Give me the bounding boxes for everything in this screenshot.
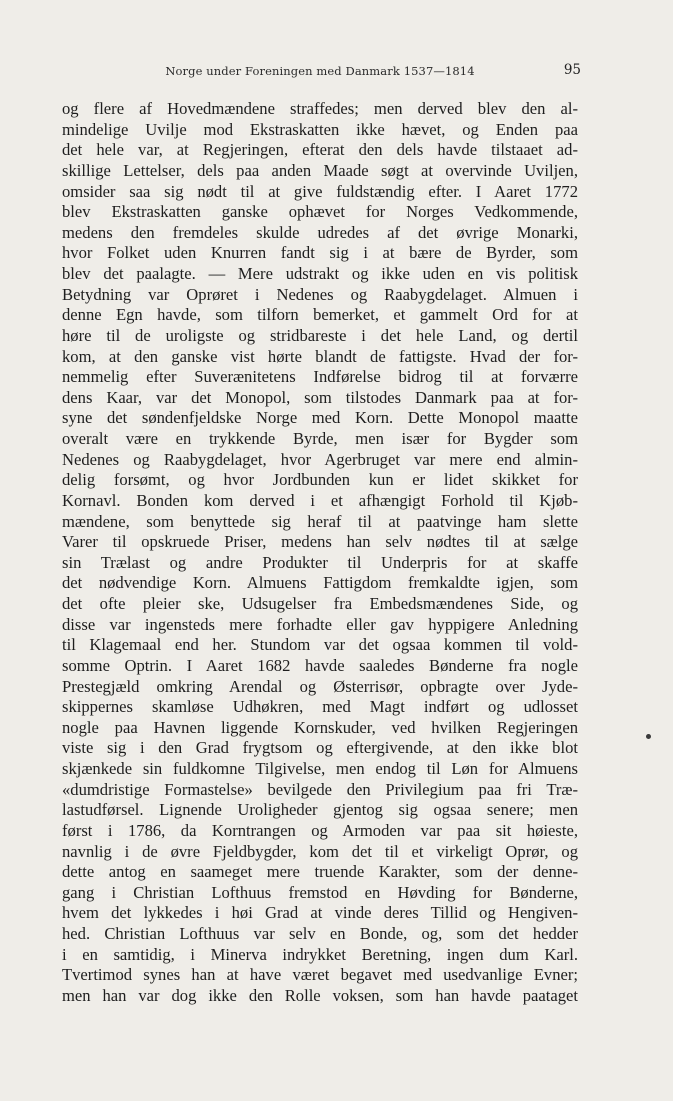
text-line: viste sig i den Grad frygtsom og eftergivende, at den ikke blot bbox=[62, 738, 578, 758]
page-number: 95 bbox=[563, 62, 581, 78]
text-line: mændene, som benyttede sig heraf til at paatvinge ham slette bbox=[62, 511, 578, 531]
text-line: medens den fremdeles skulde udredes af det øvrige Monarki, bbox=[62, 222, 578, 242]
text-line: syne det søndenfjeldske Norge med Korn. Dette Monopol maatte bbox=[62, 408, 578, 428]
text-line: dette antog en saameget mere truende Karakter, som der denne- bbox=[62, 862, 578, 882]
text-line: høre til de uroligste og stridbareste i det hele Land, og dertil bbox=[62, 325, 578, 345]
text-line: Varer til opskruede Priser, medens han selv nødtes til at sælge bbox=[62, 532, 578, 552]
text-line: Nedenes og Raabygdelaget, hvor Agerbruget var mere end almin- bbox=[62, 449, 578, 469]
text-line: blev det paalagte. — Mere udstrakt og ikke uden en vis politisk bbox=[62, 264, 578, 283]
text-line: lastudførsel. Lignende Uroligheder gjentog sig ogsaa senere; men bbox=[62, 800, 578, 820]
running-head: Norge under Foreningen med Danmark 1537—1814 bbox=[165, 64, 475, 78]
text-line: skjænkede sin fuldkomne Tilgivelse, men endog til Løn for Almuens bbox=[62, 759, 578, 778]
text-line: sin Trælast og andre Produkter til Underpris for at skaffe bbox=[62, 552, 578, 572]
text-line: blev Ekstraskatten ganske ophævet for Norges Vedkommende, bbox=[62, 202, 578, 222]
text-line: hed. Christian Lofthuus var selv en Bonde, og, som det hedder bbox=[62, 924, 578, 943]
text-line: delig forsømt, og hvor Jordbunden kun er lidet skikket for bbox=[62, 470, 578, 490]
text-line: mindelige Uvilje mod Ekstraskatten ikke hævet, og Enden paa bbox=[62, 119, 578, 139]
text-line: Prestegjæld omkring Arendal og Østerrisør, opbragte over Jyde- bbox=[62, 676, 578, 696]
text-line: Tvertimod synes han at have været begavet med usedvanlige Evner; bbox=[62, 965, 578, 985]
text-line: navnlig i de øvre Fjeldbygder, kom det til et virkeligt Oprør, og bbox=[62, 841, 578, 861]
text-line: det ofte pleier ske, Udsugelser fra Embedsmændenes Side, og bbox=[62, 594, 578, 613]
text-line: skippernes skamløse Udhøkren, med Magt indført og udlosset bbox=[62, 697, 578, 717]
text-line: gang i Christian Lofthuus fremstod en Høvding for Bønderne, bbox=[62, 882, 578, 902]
text-line: hvor Folket uden Knurren fandt sig i at bære de Byrder, som bbox=[62, 243, 578, 263]
page-header bbox=[62, 62, 581, 84]
text-line: og flere af Hovedmændene straffedes; men derved blev den al- bbox=[62, 99, 578, 118]
text-line: somme Optrin. I Aaret 1682 havde saaledes Bønderne fra nogle bbox=[62, 655, 578, 675]
text-line: omsider saa sig nødt til at give fuldstændig efter. I Aaret 1772 bbox=[62, 181, 578, 201]
text-line: overalt være en trykkende Byrde, men især for Bygder som bbox=[62, 429, 578, 448]
body-text bbox=[62, 99, 578, 1007]
text-line: til Klagemaal end her. Stundom var det ogsaa kommen til vold- bbox=[62, 635, 578, 655]
text-line: det nødvendige Korn. Almuens Fattigdom fremkaldte igjen, som bbox=[62, 573, 578, 593]
text-line: i en samtidig, i Minerva indrykket Beretning, ingen dum Karl. bbox=[62, 944, 578, 964]
text-line: disse var ingensteds mere forhadte eller gav hyppigere Anledning bbox=[62, 614, 578, 634]
text-line: først i 1786, da Korntrangen og Armoden var paa sit høieste, bbox=[62, 820, 578, 840]
text-line: men han var dog ikke den Rolle voksen, som han havde paataget bbox=[62, 985, 578, 1005]
text-line: hvem det lykkedes i høi Grad at vinde deres Tillid og Hengiven- bbox=[62, 903, 578, 923]
text-line: skillige Lettelser, dels paa anden Maade søgt at overvinde Uviljen, bbox=[62, 160, 578, 180]
text-line: denne Egn havde, som tilforn bemerket, et gammelt Ord for at bbox=[62, 305, 578, 325]
text-line: kom, at den ganske vist hørte blandt de fattigste. Hvad der for- bbox=[62, 346, 578, 366]
text-line: nemmelig efter Suverænitetens Indførelse bidrog til at forværre bbox=[62, 367, 578, 387]
text-line: Betydning var Oprøret i Nedenes og Raabygdelaget. Almuen i bbox=[62, 284, 578, 304]
text-line: nogle paa Havnen liggende Kornskuder, ved hvilken Regjeringen bbox=[62, 717, 578, 737]
text-line: dens Kaar, var det Monopol, som tilstodes Danmark paa at for- bbox=[62, 387, 578, 407]
margin-speck bbox=[646, 734, 651, 739]
text-line: Kornavl. Bonden kom derved i et afhængigt Forhold til Kjøb- bbox=[62, 490, 578, 510]
text-line: det hele var, at Regjeringen, efterat den dels havde tilstaaet ad- bbox=[62, 140, 578, 160]
text-line: «dumdristige Formastelse» bevilgede den Privilegium paa fri Træ- bbox=[62, 779, 578, 799]
